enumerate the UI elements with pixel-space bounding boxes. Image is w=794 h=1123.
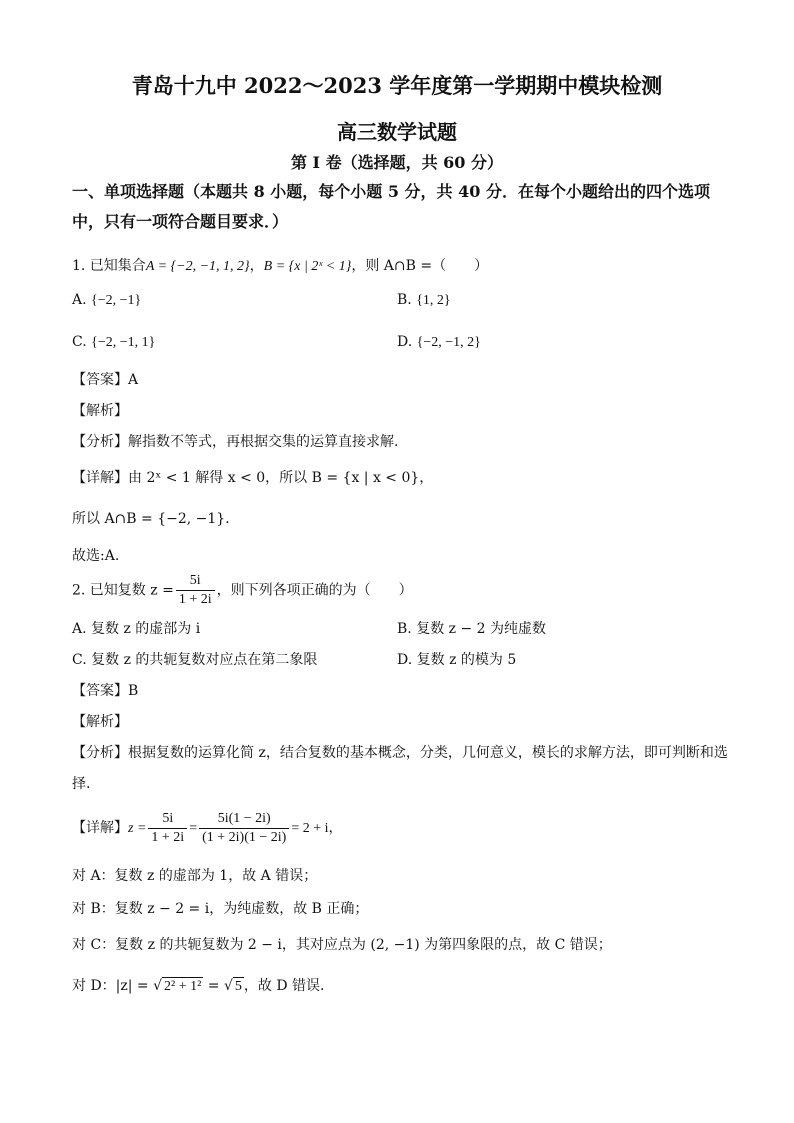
q2-option-b[interactable]: [397, 619, 546, 639]
exam-title: 青岛十九中 2022～2023 学年度第一学期期中模块检测: [131, 73, 663, 98]
q2-option-c[interactable]: [72, 650, 317, 670]
q2-stem-prefix: 2. 已知复数 z =: [72, 582, 174, 599]
q2-option-a-label: A.: [72, 621, 87, 637]
q1-detail-line2: 所以 A∩B = {−2, −1}．: [72, 511, 240, 527]
exam-subtitle: 高三数学试题: [337, 120, 457, 144]
q2-line-a: 对 A：复数 z 的虚部为 1，故 A 错误；: [72, 868, 318, 884]
q1-option-c[interactable]: [72, 332, 155, 353]
q2-detail-lhs: z =: [128, 821, 147, 836]
q2-detail-frac2-den: (1 + 2i)(1 − 2i): [199, 828, 289, 847]
q2-detail-frac1: [148, 810, 187, 847]
q1-conclusion: 故选:A.: [72, 548, 120, 564]
q2-option-d[interactable]: [397, 650, 516, 670]
q2-frac-num: 5i: [189, 573, 201, 588]
volume-heading: 第 I 卷（选择题，共 60 分）: [290, 153, 504, 172]
q1-option-d-label: D.: [397, 334, 413, 350]
q1-option-d-text: {−2, −1, 2}: [416, 335, 481, 350]
q2-detail-frac2: [199, 810, 289, 847]
q2-line-d-sqrt2: 5: [234, 979, 242, 994]
q2-option-c-label: C.: [72, 652, 87, 668]
q2-line-d-prefix: 对 D：|z| =: [72, 978, 149, 994]
q2-option-d-text: 复数 z 的模为 5: [416, 652, 517, 668]
q2-option-a[interactable]: [72, 619, 200, 639]
q2-detail-prefix: 【详解】: [72, 820, 128, 836]
q2-option-d-label: D.: [397, 652, 413, 668]
q1-option-b-label: B.: [397, 292, 412, 308]
q1-option-b[interactable]: [397, 290, 451, 311]
q2-stem: [72, 572, 413, 609]
q2-fraction: [176, 572, 215, 609]
q1-option-a-label: A.: [72, 292, 87, 308]
section-heading-line1: 一、单项选择题（本题共 8 小题，每个小题 5 分，共 40 分．在每个小题给出的四个选项: [72, 182, 710, 201]
q1-option-a-text: {−2, −1}: [91, 293, 142, 308]
q1-option-a[interactable]: [72, 290, 141, 311]
q2-detail: [72, 808, 343, 849]
q2-detail-eq: =: [189, 821, 198, 836]
q2-jiexi: 【解析】: [72, 714, 128, 730]
q2-frac-den: 1 + 2i: [176, 590, 215, 609]
section-heading-line2: 中，只有一项符合题目要求．）: [72, 212, 289, 231]
q2-line-c: 对 C：复数 z 的共轭复数为 2 − i，其对应点为 (2, −1) 为第四象限的点，故 C 错误；: [72, 937, 612, 953]
q1-stem: [72, 256, 488, 277]
q2-detail-frac1-den: 1 + 2i: [148, 828, 187, 847]
q1-sep: ，: [249, 258, 264, 274]
q1-option-b-text: {1, 2}: [416, 293, 451, 308]
q1-stem-prefix: 1. 已知集合: [72, 258, 146, 274]
q2-option-b-text: 复数 z − 2 为纯虚数: [416, 621, 547, 637]
q2-fenxi-line1: 【分析】根据复数的运算化简 z，结合复数的基本概念，分类，几何意义，模长的求解方法，即可判断和选: [72, 745, 728, 761]
q2-option-b-label: B.: [397, 621, 412, 637]
q1-option-c-label: C.: [72, 334, 87, 350]
q2-option-c-text: 复数 z 的共轭复数对应点在第二象限: [91, 652, 318, 668]
q2-line-b: 对 B：复数 z − 2 = i，为纯虚数，故 B 正确；: [72, 901, 369, 917]
q1-fenxi: 【分析】解指数不等式，再根据交集的运算直接求解.: [72, 434, 399, 450]
q1-option-c-text: {−2, −1, 1}: [91, 335, 156, 350]
q2-line-d-mid: =: [207, 978, 220, 994]
q1-stem-suffix: ，则 A∩B =（ ）: [351, 258, 489, 274]
q1-set-b: B = {x | 2ˣ < 1}: [263, 259, 352, 274]
q1-set-a: A = {−2, −1, 1, 2}: [145, 259, 250, 274]
q1-jiexi: 【解析】: [72, 403, 128, 419]
q2-answer: 【答案】B: [72, 683, 139, 699]
q2-line-d-sqrt1: 2² + 1²: [164, 979, 202, 994]
q2-stem-suffix: ，则下列各项正确的为（ ）: [216, 582, 413, 599]
q2-detail-frac2-num: 5i(1 − 2i): [217, 810, 271, 826]
q2-option-a-text: 复数 z 的虚部为 i: [91, 621, 201, 637]
q2-detail-rhs: = 2 + i，: [291, 821, 343, 836]
q2-fenxi-line2: 择.: [72, 776, 91, 792]
q2-line-d-suffix: ，故 D 错误.: [243, 978, 325, 994]
q1-answer: 【答案】A: [72, 372, 139, 388]
q2-detail-frac1-num: 5i: [162, 810, 174, 826]
q2-line-d: 对 D：|z| = √ 2² + 1² = √ 5 ，故 D 错误.: [72, 978, 325, 994]
q1-detail-line1: 【详解】由 2ˣ < 1 解得 x < 0，所以 B = {x | x < 0}，: [72, 470, 434, 486]
q1-option-d[interactable]: [397, 332, 481, 353]
